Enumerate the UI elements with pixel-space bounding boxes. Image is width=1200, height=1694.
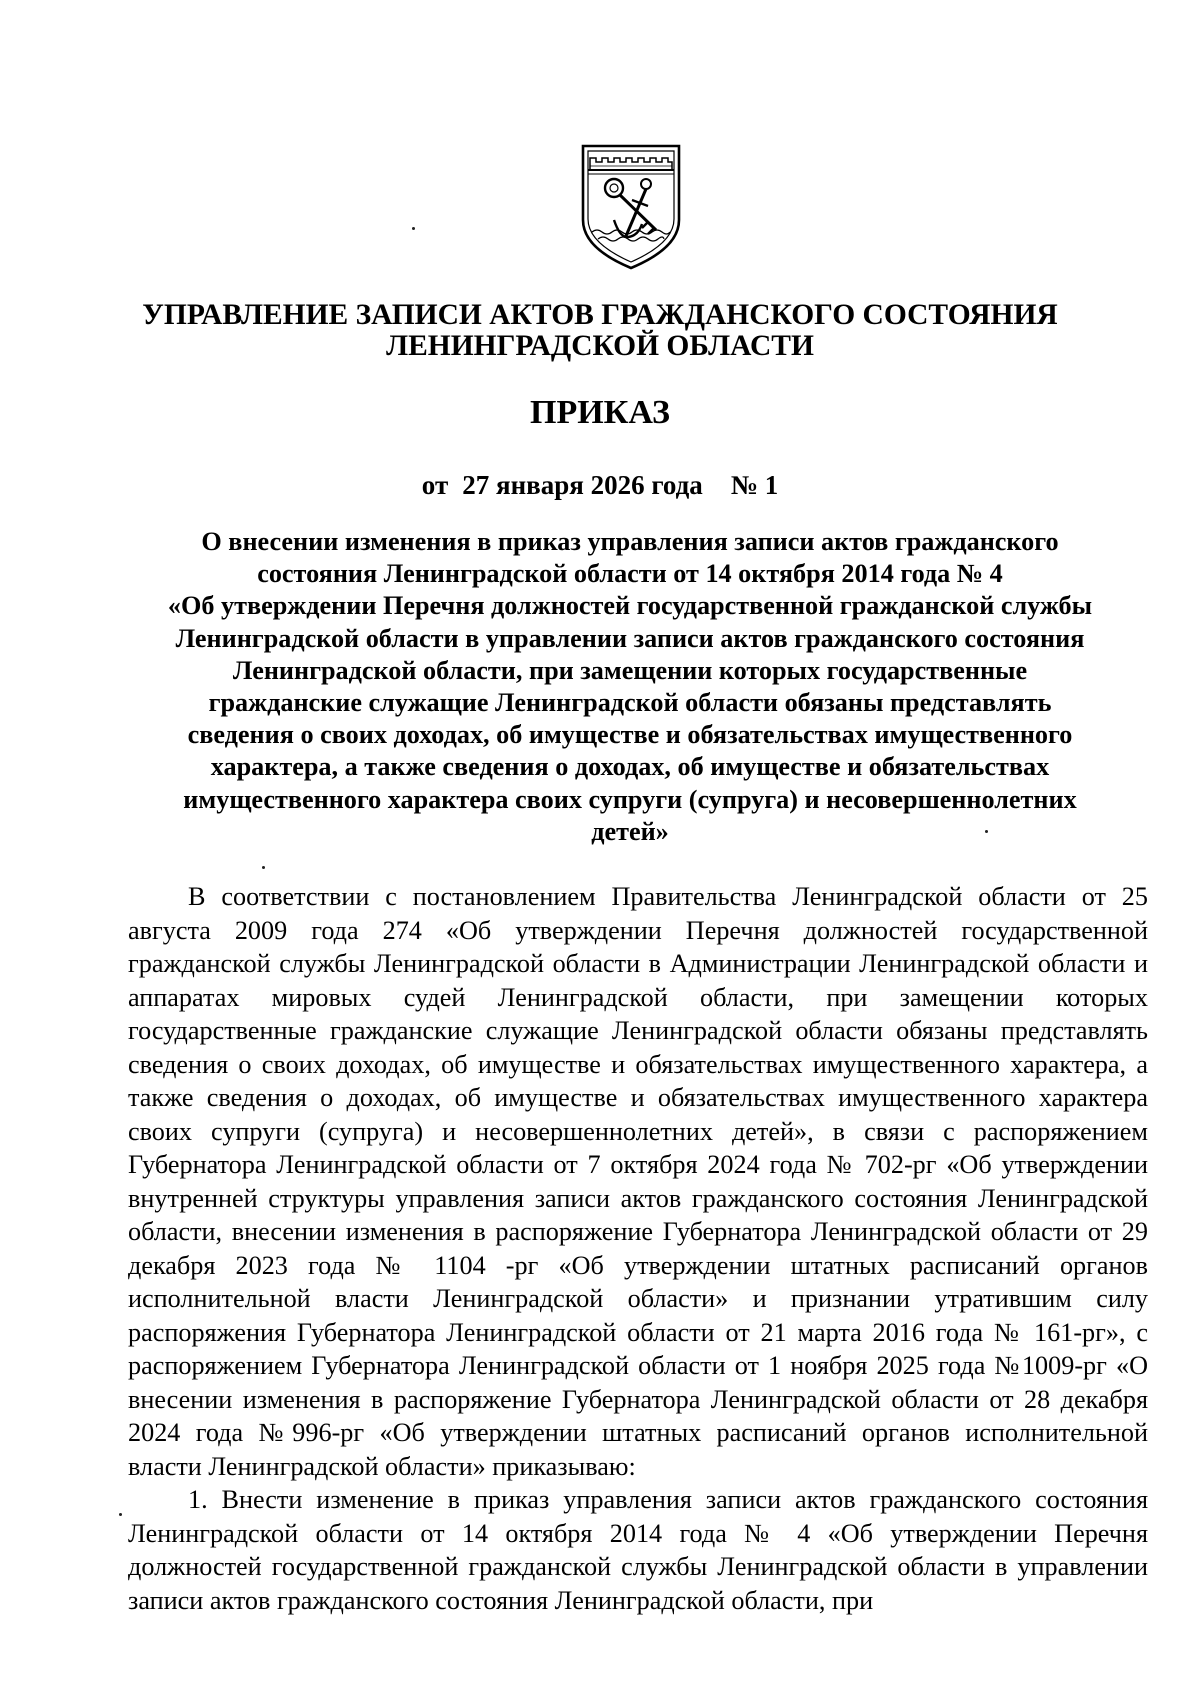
document-body: [128, 880, 1148, 1617]
leningrad-oblast-coat-of-arms-icon: [578, 140, 684, 272]
coat-of-arms-emblem: [578, 140, 684, 272]
title-line: Ленинградской области, при замещении которых государственные: [232, 655, 1028, 685]
scan-speck: [119, 1513, 122, 1516]
document-number: № 1: [730, 470, 779, 500]
title-line: гражданские служащие Ленинградской области обязаны представлять: [208, 688, 1052, 718]
title-line: детей»: [591, 816, 669, 846]
title-line: сведения о своих доходах, об имуществе и обязательствах имущественного: [187, 720, 1073, 750]
document-date: 27 января 2026 года: [462, 470, 703, 500]
title-line: «Об утверждении Перечня должностей государственной гражданской службы: [167, 591, 1093, 621]
title-line: состояния Ленинградской области от 14 октября 2014 года № 4: [257, 559, 1003, 589]
document-date-line: [0, 468, 1200, 502]
scan-speck: [985, 830, 988, 833]
organization-name-line-2: ЛЕНИНГРАДСКОЙ ОБЛАСТИ: [386, 330, 814, 362]
title-line: имущественного характера своих супруги (супруга) и несовершеннолетних: [183, 784, 1077, 814]
title-line: О внесении изменения в приказ управления записи актов гражданского: [201, 527, 1059, 556]
scan-speck: [262, 866, 265, 869]
organization-name-line-1: УПРАВЛЕНИЕ ЗАПИСИ АКТОВ ГРАЖДАНСКОГО СОСТОЯНИЯ: [142, 299, 1058, 331]
title-line: характера, а также сведения о доходах, об имуществе и обязательствах: [210, 752, 1050, 782]
scan-speck: [412, 227, 415, 230]
document-type: ПРИКАЗ: [530, 394, 670, 431]
preamble-paragraph: В соответствии с постановлением Правительства Ленинградской области от 25 августа 2009 года 274 «Об утверждении Перечня должностей государственной гражданской службы Ленинградской области в Администрации Ленинградской области и аппаратах мировых судей Ленинградской области, при замещении которых государственные гражданские служащие Ленинградской области обязаны представлять сведения о своих доходах, об имуществе и обязательствах имущественного характера, а также сведения о доходах, об имуществе и обязательствах имущественного характера своих супруги (супруга) и несовершеннолетних детей», в связи с распоряжением Губернатора Ленинградской области от 7 октября 2024 года № 702-рг «Об утверждении внутренней структуры управления записи актов гражданского состояния Ленинградской области, внесении изменения в распоряжение Губернатора Ленинградской области от 29 декабря 2023 года № 1104 -рг «Об утверждении штатных расписаний органов исполнительной власти Ленинградской области» и признании утратившим силу распоряжения Губернатора Ленинградской области от 21 марта 2016 года № 161-рг», с распоряжением Губернатора Ленинградской области от 1 ноября 2025 года №1009-рг «О внесении изменения в распоряжение Губернатора Ленинградской области от 28 декабря 2024 года №996-рг «Об утверждении штатных расписаний органов исполнительной власти Ленинградской области» приказываю:: [128, 882, 1148, 1481]
title-line: Ленинградской области в управлении записи актов гражданского состояния: [175, 623, 1085, 653]
date-prefix: от: [421, 470, 449, 500]
clause-1-paragraph: 1. Внести изменение в приказ управления записи актов гражданского состояния Ленинградской области от 14 октября 2014 года № 4 «Об утверждении Перечня должностей государственной гражданской службы Ленинградской области в управлении записи актов гражданского состояния Ленинградской области, при: [128, 1485, 1148, 1615]
document-title: [110, 526, 1150, 848]
organization-name: [0, 300, 1200, 362]
